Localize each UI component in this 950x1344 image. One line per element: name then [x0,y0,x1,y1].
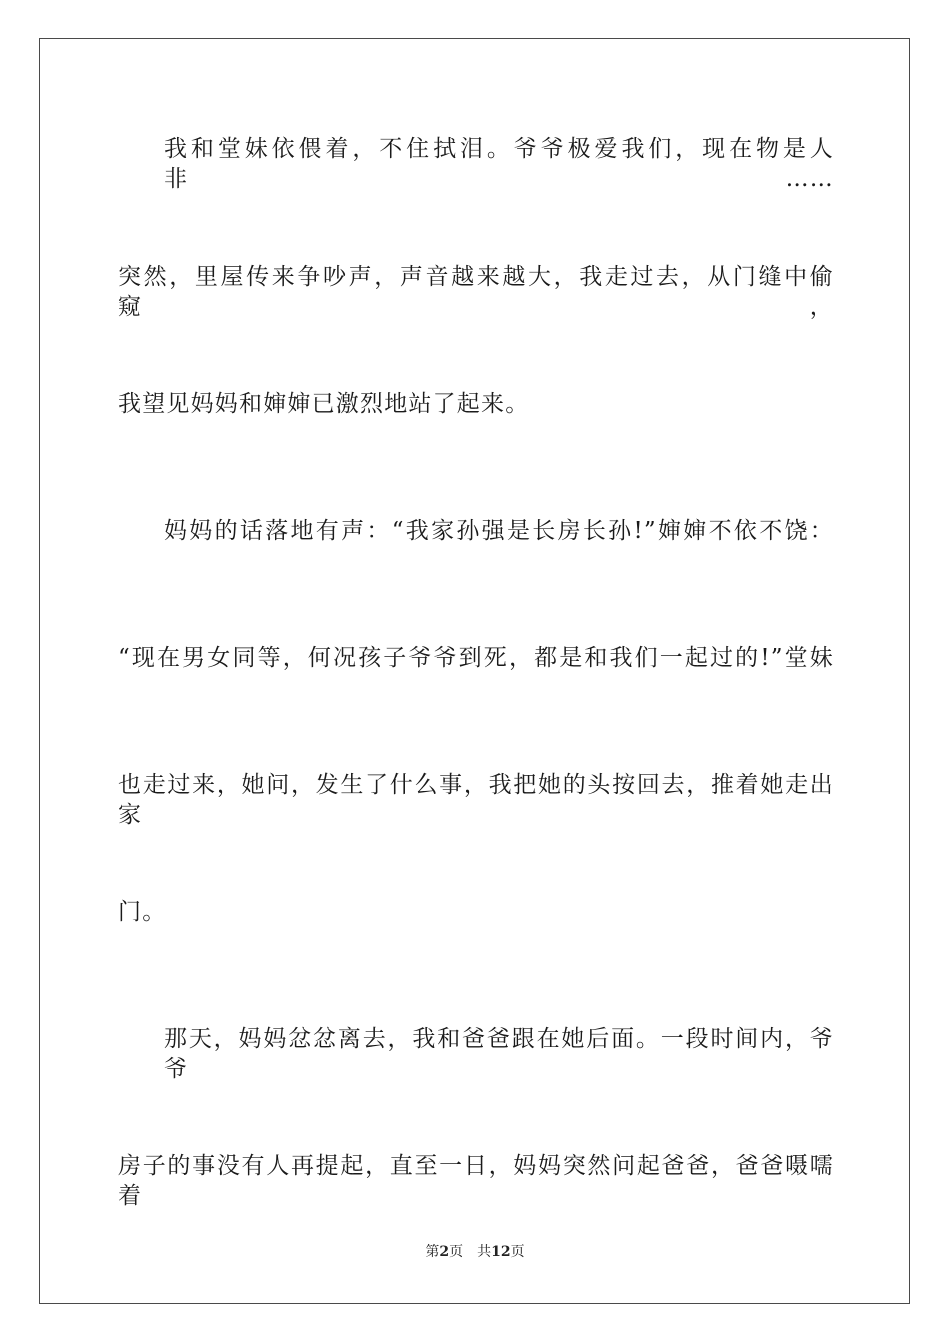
page-footer [0,1243,950,1261]
total-suffix: 页 [510,1244,525,1260]
paragraph-4-line-2: 房子的事没有人再提起，直至一日，妈妈突然问起爸爸，爸爸嗫嚅着 [118,1153,834,1209]
paragraph-4-line-1: 那天，妈妈忿忿离去，我和爸爸跟在她后面。一段时间内，爷爷 [164,1026,834,1082]
paragraph-3-line-3: 也走过来，她问，发生了什么事，我把她的头按回去，推着她走出家 [118,772,834,828]
paragraph-1-line-1: 我和堂妹依偎着，不住拭泪。爷爷极爱我们，现在物是人非…… [164,136,834,192]
total-pages: 12 [491,1244,511,1260]
page-suffix: 页 [449,1244,464,1260]
paragraph-2-line-2: 我望见妈妈和婶婶已激烈地站了起来。 [118,391,530,417]
page-number: 2 [439,1244,450,1260]
total-prefix: 共 [477,1244,492,1260]
paragraph-3-line-2: “现在男女同等，何况孩子爷爷到死，都是和我们一起过的!”堂妹 [118,645,834,671]
paragraph-3-line-4: 门。 [118,899,167,925]
page-prefix: 第 [425,1244,440,1260]
paragraph-3-line-1: 妈妈的话落地有声：“我家孙强是长房长孙!”婶婶不依不饶： [164,518,834,544]
paragraph-2-line-1: 突然，里屋传来争吵声，声音越来越大，我走过去，从门缝中偷窥， [118,264,834,320]
